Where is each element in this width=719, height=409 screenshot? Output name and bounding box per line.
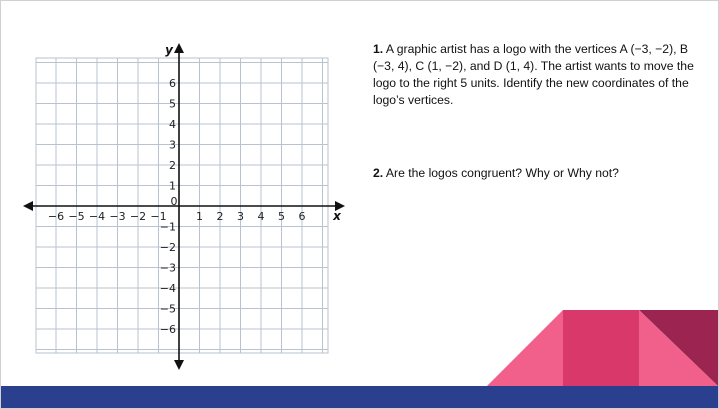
x-tick-label: 2	[216, 210, 224, 223]
y-tick-label: −5	[159, 302, 176, 316]
y-tick-label: −3	[159, 261, 176, 275]
origin-label: 0	[170, 195, 178, 208]
x-tick-label: −6	[47, 210, 65, 223]
question-2-number: 2.	[373, 166, 384, 180]
x-tick-label: 4	[257, 210, 265, 223]
pink-block-shape	[563, 310, 639, 386]
y-tick-label: 3	[169, 138, 176, 152]
y-tick-label: 6	[169, 77, 176, 90]
x-tick-label: 5	[278, 210, 285, 223]
question-1-number: 1.	[373, 42, 384, 56]
y-tick-label: 1	[169, 179, 176, 193]
decorative-shapes	[1, 1, 718, 408]
y-tick-label: −4	[159, 282, 176, 295]
bottom-bar	[1, 386, 718, 408]
question-1-text: A graphic artist has a logo with the vertices A (−3, −2), B (−3, 4), C (1, −2), and D (1, 4). The artist wants to move the logo to the right 5 units. Identify the new coordinates of the logo’s vertices.	[373, 42, 694, 107]
y-tick-label: 4	[169, 118, 176, 131]
x-tick-label: 3	[237, 210, 244, 223]
x-axis-name: x	[333, 209, 341, 223]
x-tick-label: −5	[68, 210, 85, 223]
y-tick-label: −1	[159, 220, 176, 234]
pink-triangle-shape	[487, 310, 563, 386]
x-tick-label: 1	[196, 210, 203, 223]
y-tick-label: 2	[169, 159, 176, 172]
x-tick-label: 6	[298, 210, 306, 223]
y-tick-label: 5	[169, 97, 176, 111]
x-tick-label: −4	[88, 210, 106, 223]
y-tick-label: −6	[159, 323, 176, 336]
question-2-text: Are the logos congruent? Why or Why not?	[383, 166, 619, 180]
x-tick-label: −3	[109, 210, 126, 223]
x-tick-label: −1	[150, 210, 167, 223]
y-tick-label: −2	[159, 241, 176, 254]
y-axis-name: y	[165, 43, 173, 57]
x-tick-label: −2	[129, 210, 147, 223]
